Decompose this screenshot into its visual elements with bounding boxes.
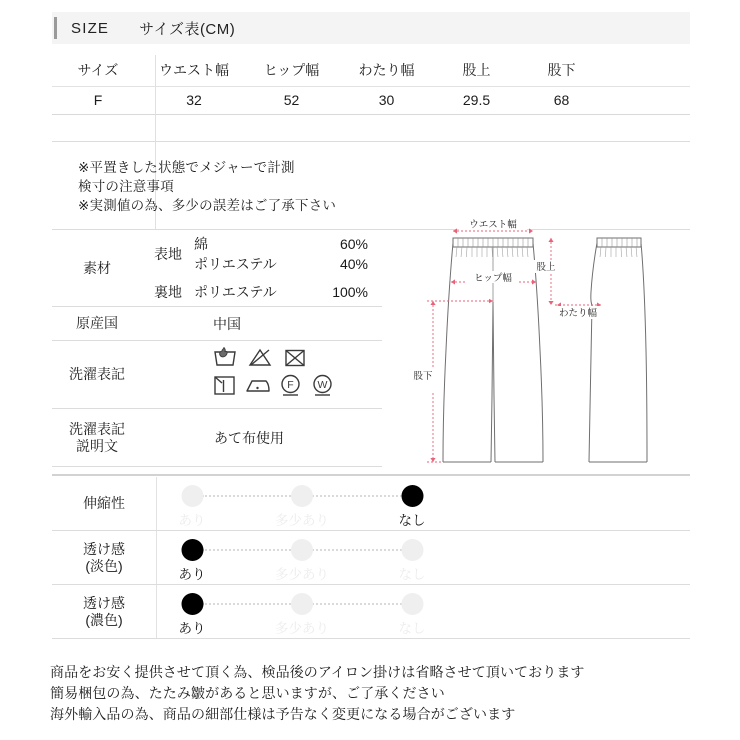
- scale-track: [178, 531, 426, 584]
- size-header: [52, 12, 690, 44]
- scale-option-ari[interactable]: [179, 539, 206, 583]
- scale-track: [178, 585, 426, 638]
- iron-low-icon: [244, 374, 271, 397]
- scale-option-nashi[interactable]: [399, 593, 426, 637]
- property-scale-sheer-light: [157, 531, 690, 584]
- dryclean-f-icon: [278, 373, 303, 398]
- spec-table: [52, 230, 382, 467]
- table-head: [52, 55, 690, 87]
- material-line: [194, 234, 382, 254]
- size-badge: SIZE: [71, 19, 110, 37]
- cell-blank: [604, 87, 690, 115]
- measurement-note-line-3: ※実測値の為、多少の誤差はご了承下さい: [78, 198, 337, 213]
- pants-measurement-diagram: [405, 210, 700, 472]
- scale-dot[interactable]: [181, 593, 203, 615]
- material-name: ポリエステル: [194, 284, 277, 300]
- size-measurement-table: [52, 55, 690, 115]
- col-header-blank: [604, 55, 690, 87]
- spec-row-material: [52, 230, 382, 307]
- footer-line-1: 商品をお安く提供させて頂く為、検品後のアイロン掛けは省略させて頂いております: [50, 664, 585, 680]
- scale-dot[interactable]: [291, 593, 313, 615]
- spec-key-care-note: [52, 421, 142, 455]
- spec-value-material: [142, 230, 382, 306]
- property-key-line2: (淡色): [85, 557, 123, 574]
- material-outer-block: [142, 230, 382, 278]
- scale-dot[interactable]: [401, 593, 423, 615]
- material-line: [194, 282, 382, 302]
- property-key-line1: 透け感: [83, 540, 125, 557]
- property-key-sheer-light: [52, 531, 157, 584]
- svg-text:W: W: [317, 379, 328, 391]
- property-row-stretch: [52, 477, 690, 531]
- diagram-label-waist: ウエスト幅: [469, 219, 517, 231]
- no-tumble-dry-icon: [282, 347, 308, 369]
- cell-thigh: 30: [378, 92, 395, 108]
- col-header-hip: ヒップ幅: [263, 62, 320, 78]
- scale-option-ari[interactable]: [179, 485, 206, 529]
- scale-dot[interactable]: [291, 539, 313, 561]
- cell-rise: 29.5: [462, 92, 491, 108]
- pants-diagram-svg: [405, 210, 700, 472]
- accent-bar-icon: [54, 17, 57, 39]
- measurement-notes: [78, 158, 336, 215]
- col-header-thigh: わたり幅: [358, 62, 415, 78]
- no-bleach-icon: [247, 347, 273, 369]
- scale-option-tashou-ari[interactable]: [275, 485, 329, 529]
- scale-dot[interactable]: [401, 485, 423, 507]
- scale-option-tashou-ari[interactable]: [275, 539, 329, 583]
- col-header-size: サイズ: [77, 62, 119, 78]
- measurement-note-line-2: 検寸の注意事項: [78, 179, 174, 194]
- diagram-label-thigh: わたり幅: [558, 308, 598, 319]
- table-body: [52, 87, 690, 115]
- spec-value-care-note: あて布使用: [214, 429, 284, 446]
- spec-key-care-note-line2: 説明文: [76, 437, 118, 454]
- material-line: [194, 254, 382, 274]
- scale-option-label: なし: [398, 621, 426, 636]
- divider-rule-properties: [52, 474, 690, 476]
- diagram-label-inseam: 股下: [413, 371, 433, 382]
- spec-value-care-symbols: [142, 341, 382, 408]
- scale-dot[interactable]: [291, 485, 313, 507]
- scale-option-label: 多少あり: [275, 621, 329, 636]
- wetclean-w-icon: [310, 373, 335, 398]
- svg-text:F: F: [287, 379, 294, 391]
- property-scale-sheer-dark: [157, 585, 690, 638]
- divider-rule-upper: [52, 141, 690, 142]
- spec-row-care-note: [52, 409, 382, 467]
- col-header-waist: ウエスト幅: [159, 62, 229, 78]
- property-key-line1: 伸縮性: [83, 495, 125, 511]
- scale-option-label: 多少あり: [275, 513, 329, 528]
- property-key-sheer-dark: [52, 585, 157, 638]
- spec-key-material: 素材: [83, 259, 111, 276]
- material-lining-lines: [194, 282, 382, 302]
- material-percent: 60%: [339, 236, 368, 252]
- spec-row-care-symbols: [52, 341, 382, 409]
- scale-dot[interactable]: [181, 539, 203, 561]
- cell-waist: 32: [186, 92, 202, 108]
- scale-dot[interactable]: [181, 485, 203, 507]
- scale-option-label: あり: [178, 567, 206, 582]
- material-outer-label: 表地: [154, 246, 182, 262]
- page-title: サイズ表(CM): [139, 20, 236, 38]
- property-row-sheer-light: [52, 531, 690, 585]
- material-lining-label: 裏地: [154, 284, 182, 300]
- cell-inseam: 68: [553, 92, 570, 108]
- spec-key-care-note-line1: 洗濯表記: [69, 420, 125, 437]
- scale-option-tashou-ari[interactable]: [275, 593, 329, 637]
- spec-key-origin: 原産国: [76, 315, 118, 331]
- footer-line-3: 海外輸入品の為、商品の細部仕様は予告なく変更になる場合がございます: [50, 706, 516, 722]
- cell-hip: 52: [283, 92, 300, 108]
- diagram-label-hip: ヒップ幅: [474, 273, 512, 284]
- material-name: 綿: [194, 236, 208, 252]
- property-scale-stretch: [157, 477, 690, 530]
- material-percent: 40%: [339, 256, 368, 272]
- material-name: ポリエステル: [194, 256, 277, 272]
- scale-option-label: なし: [398, 567, 426, 582]
- footer-line-2: 簡易梱包の為、たたみ皺があると思いますが、ご了承ください: [50, 685, 445, 701]
- scale-option-ari[interactable]: [179, 593, 206, 637]
- property-key-stretch: [52, 477, 157, 530]
- care-symbol-group: [142, 341, 382, 408]
- property-key-line1: 透け感: [83, 594, 125, 611]
- scale-option-label: なし: [398, 513, 426, 528]
- spec-row-origin: [52, 307, 382, 341]
- property-scale-table: [52, 477, 690, 639]
- scale-option-label: あり: [178, 621, 206, 636]
- scale-option-nashi[interactable]: [399, 485, 426, 529]
- table-header-row: [52, 55, 690, 87]
- col-header-rise: 股上: [462, 62, 491, 78]
- spec-key-care: 洗濯表記: [69, 366, 125, 382]
- table-row: [52, 87, 690, 115]
- scale-track: [178, 477, 426, 530]
- col-header-inseam: 股下: [547, 62, 576, 78]
- property-row-sheer-dark: [52, 585, 690, 639]
- spec-value-origin: 中国: [213, 315, 241, 332]
- measurement-note-line-1: ※平置きした状態でメジャーで計測: [78, 160, 295, 175]
- scale-option-label: あり: [178, 513, 206, 528]
- material-lining-block: [142, 278, 382, 306]
- drip-dry-shade-icon: [212, 374, 237, 397]
- footer-notes: [50, 662, 585, 725]
- scale-dot[interactable]: [401, 539, 423, 561]
- hand-wash-icon: [212, 347, 238, 369]
- property-key-line2: (濃色): [85, 611, 123, 628]
- care-symbol-row-2: [212, 373, 382, 398]
- diagram-label-rise: 股上: [536, 262, 556, 273]
- scale-option-label: 多少あり: [275, 567, 329, 582]
- scale-option-nashi[interactable]: [399, 539, 426, 583]
- care-symbol-row-1: [212, 347, 382, 369]
- material-outer-lines: [194, 234, 382, 274]
- material-percent: 100%: [332, 284, 368, 300]
- cell-size: F: [93, 92, 103, 108]
